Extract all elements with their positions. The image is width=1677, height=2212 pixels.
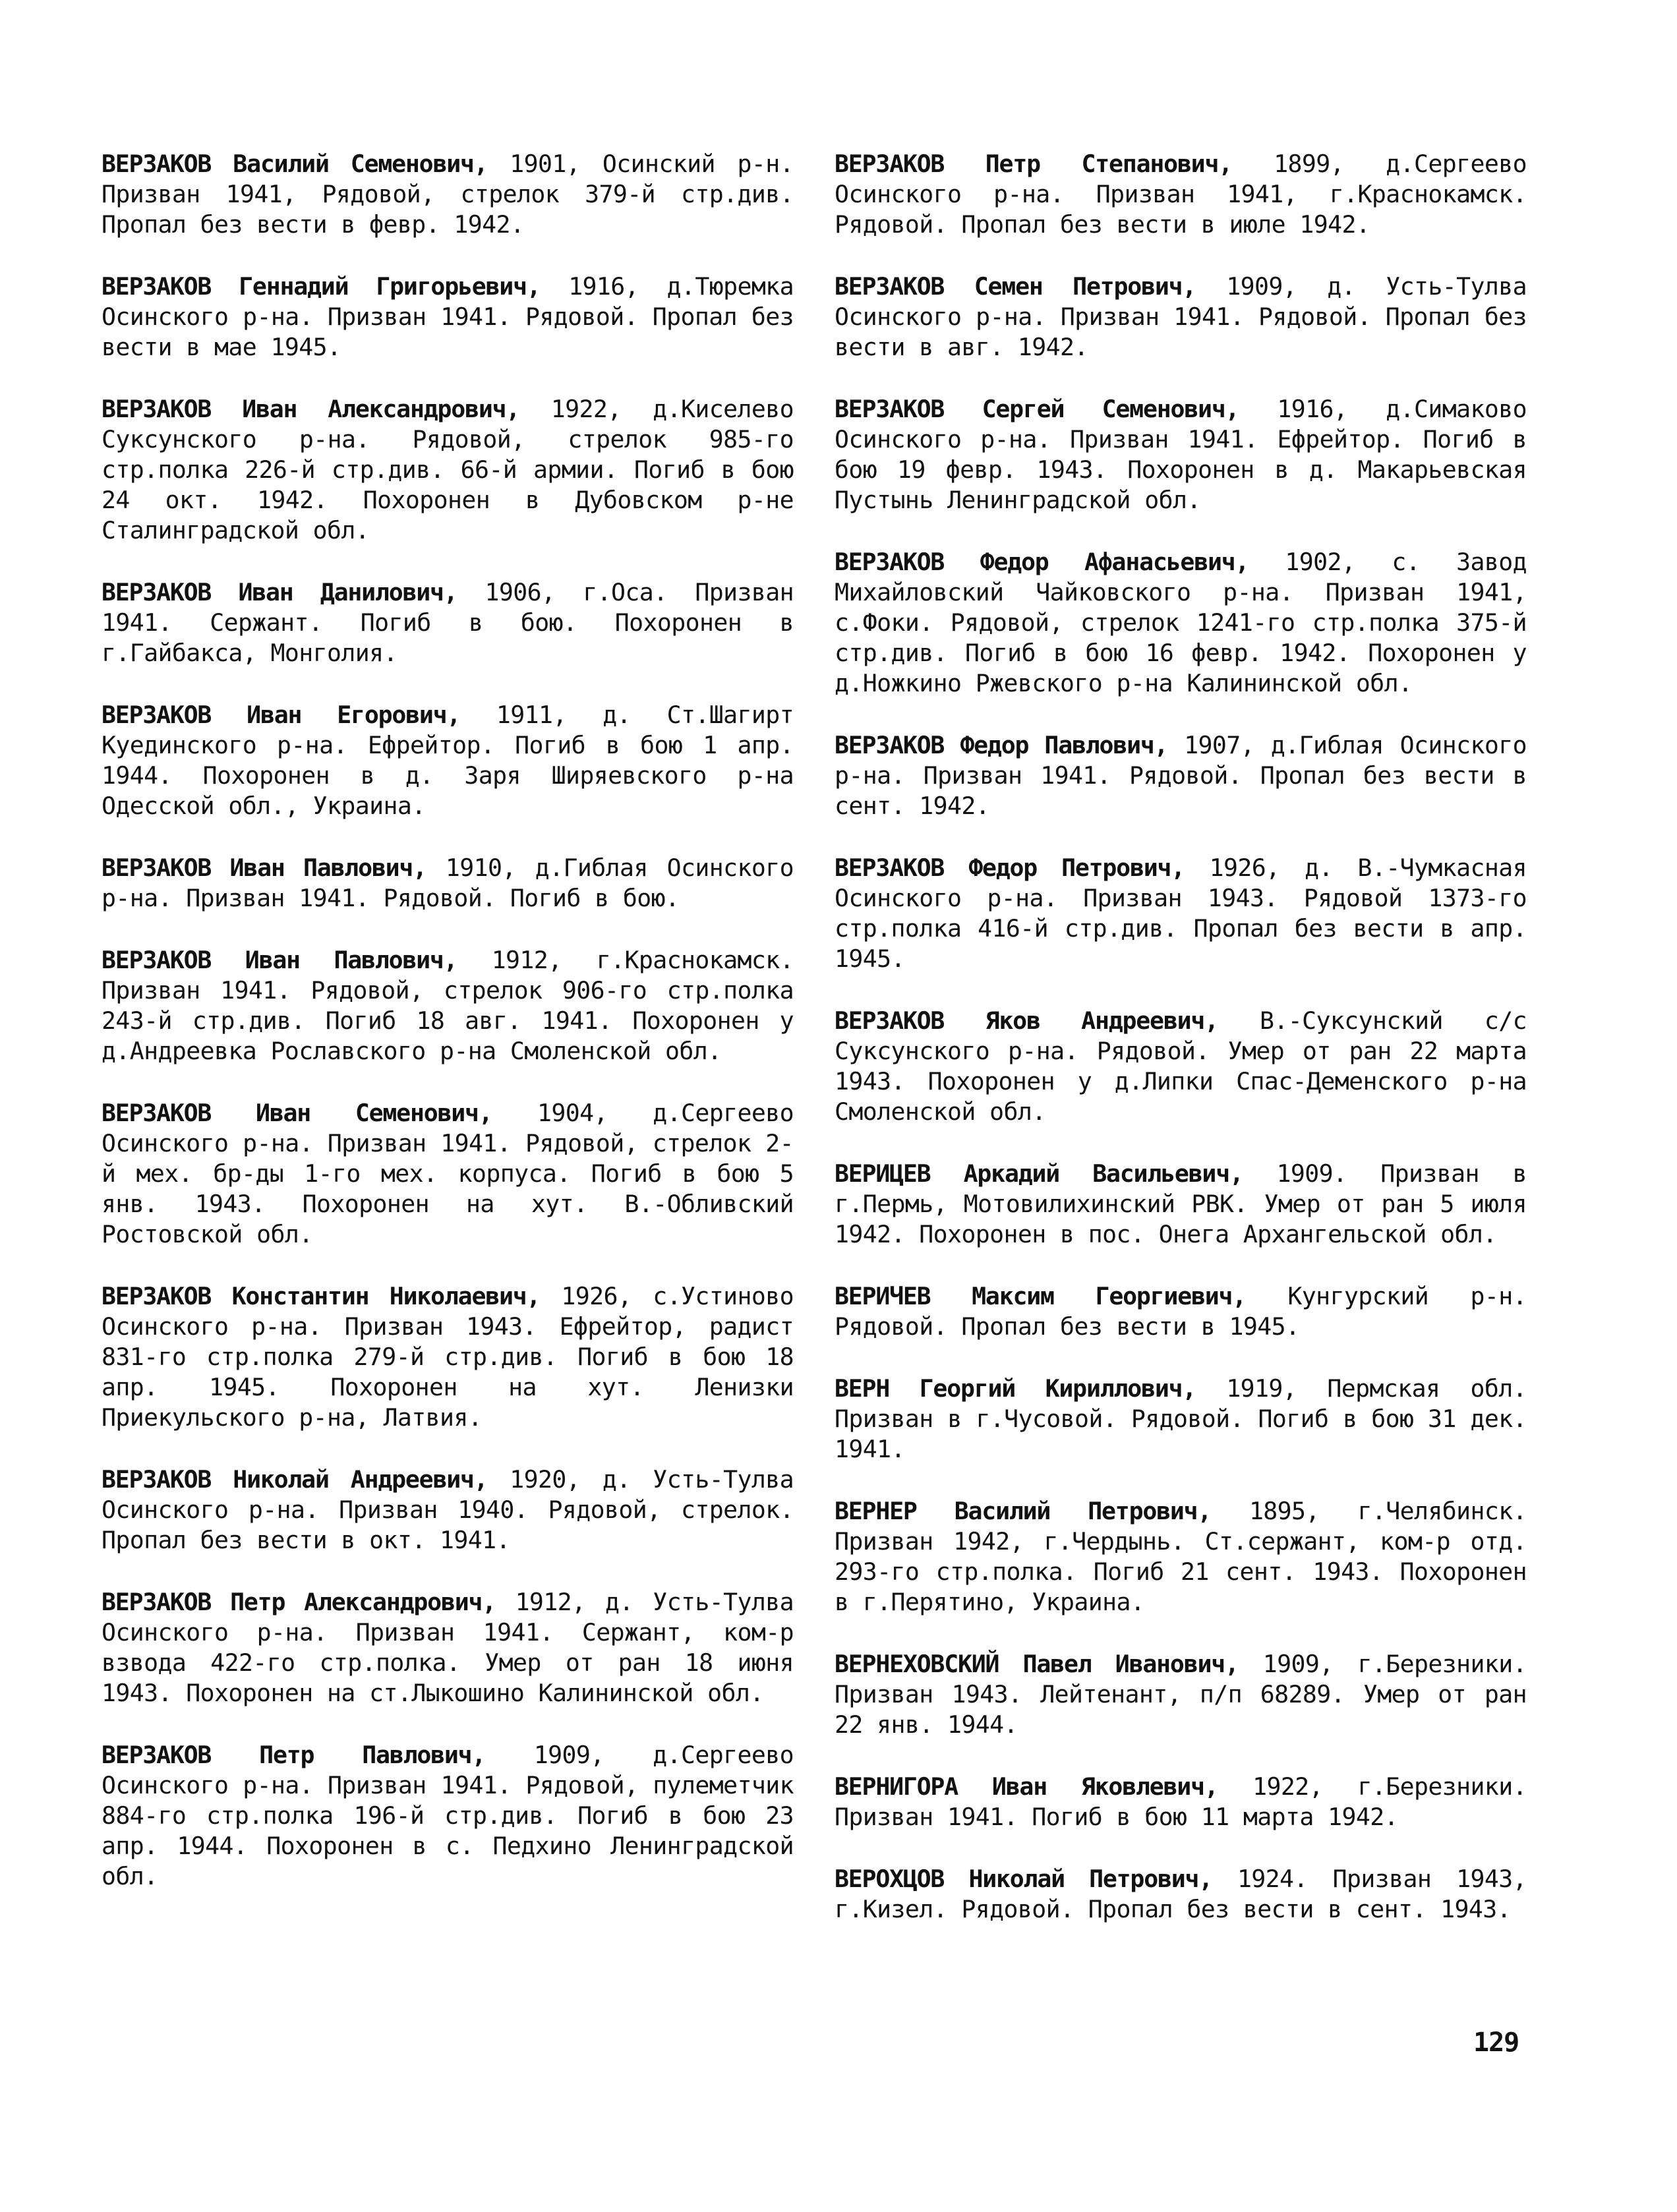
entry-text: 1916, д.Тюремка Осинского р-на. Призван 1941. Рядовой. Пропал без вести в мае 1945.	[102, 272, 794, 361]
entry	[102, 1098, 794, 1250]
entry	[102, 1587, 794, 1708]
entry-name: ВЕРЗАКОВ Иван Данилович,	[102, 578, 457, 606]
entry	[102, 577, 794, 668]
entry-name: ВЕРЗАКОВ Иван Егорович,	[102, 701, 461, 729]
entry-name: ВЕРЗАКОВ Геннадий Григорьевич,	[102, 272, 541, 301]
entry-name: ВЕРНИГОРА Иван Яковлевич,	[835, 1772, 1218, 1801]
entry-name: ВЕРЗАКОВ Василий Семенович,	[102, 150, 488, 178]
entry-name: ВЕРЗАКОВ Яков Андреевич,	[835, 1006, 1218, 1035]
entry	[835, 272, 1527, 363]
entry-name: ВЕРЗАКОВ Иван Александрович,	[102, 395, 520, 423]
entry	[835, 1496, 1527, 1617]
entry-name: ВЕРНЕХОВСКИЙ Павел Иванович,	[835, 1650, 1239, 1678]
entry-text: 1920, д. Усть-Тулва Осинского р-на. Призван 1940. Рядовой, стрелок. Пропал без вести в окт. 1941.	[102, 1465, 794, 1554]
entry	[835, 730, 1527, 821]
entry	[102, 1281, 794, 1433]
entry	[102, 1465, 794, 1556]
entry	[102, 394, 794, 546]
entry-name: ВЕРЗАКОВ Федор Петрович,	[835, 854, 1185, 882]
entry	[835, 1864, 1527, 1925]
entry	[835, 1006, 1527, 1127]
entry-text: 1901, Осинский р-н. Призван 1941, Рядовой, стрелок 379-й стр.див. Пропал без вести в февр. 1942.	[102, 150, 794, 239]
entry-text: 1906, г.Оса. Призван 1941. Сержант. Погиб в бою. Похоронен в г.Гайбакса, Монголия.	[102, 578, 794, 667]
entry-text: 1916, д.Симаково Осинского р-на. Призван 1941. Ефрейтор. Погиб в бою 19 февр. 1943. Похоронен в д. Макарьевская Пустынь Ленинградской обл.	[835, 395, 1527, 514]
entry	[835, 1772, 1527, 1832]
entry	[102, 853, 794, 914]
entry-text: 1926, с.Устиново Осинского р-на. Призван 1943. Ефрейтор, радист 831-го стр.полка 279-й стр.див. Погиб в бою 18 апр. 1945. Похоронен на хут. Ленизки Приекульского р-на, Латвия.	[102, 1282, 794, 1432]
entry	[102, 700, 794, 821]
entry	[835, 1374, 1527, 1465]
right-column	[835, 149, 1527, 1956]
entry-name: ВЕРОХЦОВ Николай Петрович,	[835, 1865, 1213, 1893]
entry-text: 1922, г.Березники. Призван 1941. Погиб в бою 11 марта 1942.	[835, 1772, 1527, 1831]
entry-name: ВЕРЗАКОВ Петр Павлович,	[102, 1741, 486, 1769]
entry-text: 1910, д.Гиблая Осинского р-на. Призван 1941. Рядовой. Погиб в бою.	[102, 854, 794, 912]
entry-name: ВЕРН Георгий Кириллович,	[835, 1374, 1196, 1403]
entry-name: ВЕРИЦЕВ Аркадий Васильевич,	[835, 1159, 1243, 1188]
entry-text: 1922, д.Киселево Суксунского р-на. Рядовой, стрелок 985-го стр.полка 226-й стр.див. 66-й армии. Погиб в бою 24 окт. 1942. Похоронен в Дубовском р-не Сталинградской обл.	[102, 395, 794, 544]
left-column	[102, 149, 794, 1923]
entry	[102, 1740, 794, 1892]
entry-name: ВЕРНЕР Василий Петрович,	[835, 1497, 1212, 1525]
entry-text: 1904, д.Сергеево Осинского р-на. Призван 1941. Рядовой, стрелок 2-й мех. бр-ды 1-го мех. корпуса. Погиб в бою 5 янв. 1943. Похоронен на хут. В.-Обливский Ростовской обл.	[102, 1099, 794, 1248]
entry	[835, 1649, 1527, 1740]
entry-name: ВЕРЗАКОВ Иван Павлович,	[102, 854, 427, 882]
entry-text: В.-Суксунский с/с Суксунского р-на. Рядовой. Умер от ран 22 марта 1943. Похоронен у д.Липки Спас-Деменского р-на Смоленской обл.	[835, 1006, 1527, 1126]
entry	[835, 149, 1527, 240]
entry-text: 1911, д. Ст.Шагирт Куединского р-на. Ефрейтор. Погиб в бою 1 апр. 1944. Похоронен в д. Заря Ширяевского р-на Одесской обл., Украина.	[102, 701, 794, 820]
entry-text: 1909, д.Сергеево Осинского р-на. Призван 1941. Рядовой, пулеметчик 884-го стр.полка 196-й стр.див. Погиб в бою 23 апр. 1944. Похоронен в с. Педхино Ленинградской обл.	[102, 1741, 794, 1890]
entry-text: 1909. Призван в г.Пермь, Мотовилихинский РВК. Умер от ран 5 июля 1942. Похоронен в пос. Онега Архангельской обл.	[835, 1159, 1527, 1248]
entry	[835, 853, 1527, 974]
entry-text: 1899, д.Сергеево Осинского р-на. Призван 1941, г.Краснокамск. Рядовой. Пропал без вести в июле 1942.	[835, 150, 1527, 239]
entry-name: ВЕРЗАКОВ Иван Семенович,	[102, 1099, 492, 1127]
entry-text: 1919, Пермская обл. Призван в г.Чусовой. Рядовой. Погиб в бою 31 дек. 1941.	[835, 1374, 1527, 1463]
entry	[835, 1159, 1527, 1250]
entry-text: 1912, д. Усть-Тулва Осинского р-на. Призван 1941. Сержант, ком-р взвода 422-го стр.полка. Умер от ран 18 июня 1943. Похоронен на ст.Лыкошино Калининской обл.	[102, 1588, 794, 1707]
entry-name: ВЕРЗАКОВ Петр Степанович,	[835, 150, 1232, 178]
entry-text: 1912, г.Краснокамск. Призван 1941. Рядовой, стрелок 906-го стр.полка 243-й стр.див. Погиб 18 авг. 1941. Похоронен у д.Андреевка Рославского р-на Смоленской обл.	[102, 946, 794, 1065]
entry-name: ВЕРЗАКОВ Константин Николаевич,	[102, 1282, 541, 1310]
page-number: 129	[1473, 2027, 1519, 2058]
entry-name: ВЕРЗАКОВ Иван Павлович,	[102, 946, 457, 974]
entry-name: ВЕРЗАКОВ Семен Петрович,	[835, 272, 1196, 301]
entry-text: 1924. Призван 1943, г.Кизел. Рядовой. Пропал без вести в сент. 1943.	[835, 1865, 1527, 1923]
entry-text: 1909, д. Усть-Тулва Осинского р-на. Призван 1941. Рядовой. Пропал без вести в авг. 1942.	[835, 272, 1527, 361]
entry	[102, 272, 794, 363]
entry	[102, 149, 794, 240]
entry-name: ВЕРЗАКОВ Федор Павлович,	[835, 731, 1168, 759]
entry-name: ВЕРЗАКОВ Николай Андреевич,	[102, 1465, 488, 1494]
entry	[835, 394, 1527, 515]
entry-text: 1907, д.Гиблая Осинского р-на. Призван 1941. Рядовой. Пропал без вести в сент. 1942.	[835, 731, 1527, 820]
entry-name: ВЕРЗАКОВ Федор Афанасьевич,	[835, 548, 1249, 576]
entry-text: Кунгурский р-н. Рядовой. Пропал без вести в 1945.	[835, 1282, 1527, 1341]
entry-name: ВЕРЗАКОВ Петр Александрович,	[102, 1588, 496, 1616]
entry	[835, 1281, 1527, 1342]
entry-text: 1926, д. В.-Чумкасная Осинского р-на. Призван 1943. Рядовой 1373-го стр.полка 416-й стр.див. Пропал без вести в апр. 1945.	[835, 854, 1527, 973]
entry-name: ВЕРЗАКОВ Сергей Семенович,	[835, 395, 1239, 423]
entry-name: ВЕРИЧЕВ Максим Георгиевич,	[835, 1282, 1247, 1310]
entry	[835, 547, 1527, 699]
entry	[102, 945, 794, 1066]
entry-text: 1909, г.Березники. Призван 1943. Лейтенант, п/п 68289. Умер от ран 22 янв. 1944.	[835, 1650, 1527, 1739]
entry-text: 1902, с. Завод Михайловский Чайковского р-на. Призван 1941, с.Фоки. Рядовой, стрелок 1241-го стр.полка 375-й стр.див. Погиб в бою 16 февр. 1942. Похоронен у д.Ножкино Ржевского р-на Калининской обл.	[835, 548, 1527, 697]
entry-text: 1895, г.Челябинск. Призван 1942, г.Чердынь. Ст.сержант, ком-р отд. 293-го стр.полка. Погиб 21 сент. 1943. Похоронен в г.Перятино, Украина.	[835, 1497, 1527, 1616]
